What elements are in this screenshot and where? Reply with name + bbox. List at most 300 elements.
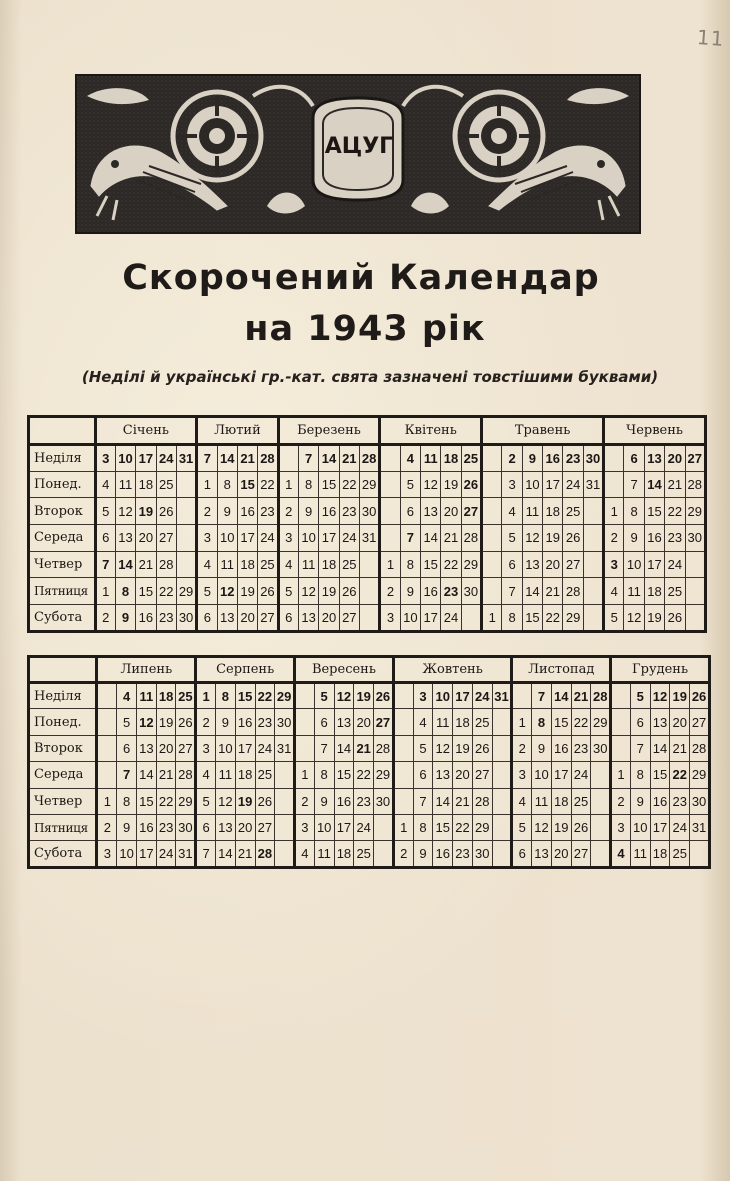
- date-cell: 11: [630, 841, 650, 867]
- date-cell: 9: [522, 445, 542, 472]
- date-cell: 15: [136, 578, 156, 605]
- date-cell: 28: [156, 551, 176, 578]
- date-cell: 4: [278, 551, 298, 578]
- date-cell: 3: [611, 814, 631, 840]
- date-cell: 24: [156, 841, 176, 867]
- weekday-row: [29, 471, 706, 498]
- month-name: Вересень: [295, 657, 394, 683]
- date-cell: 21: [441, 525, 461, 552]
- date-cell: 21: [136, 551, 156, 578]
- date-cell: 1: [278, 471, 298, 498]
- weekday-name: Пятниця: [29, 578, 96, 605]
- date-cell: 17: [319, 525, 339, 552]
- date-cell: 14: [644, 471, 664, 498]
- empty-cell: [591, 788, 611, 814]
- date-cell: 3: [604, 551, 624, 578]
- date-cell: 13: [216, 814, 236, 840]
- date-cell: 17: [650, 814, 670, 840]
- date-cell: 22: [441, 551, 461, 578]
- date-cell: 10: [217, 525, 237, 552]
- date-cell: 24: [472, 683, 492, 709]
- month-name: Грудень: [611, 657, 710, 683]
- month-header-row: [29, 417, 706, 445]
- date-cell: 6: [95, 525, 115, 552]
- date-cell: 16: [543, 445, 563, 472]
- empty-cell: [380, 445, 400, 472]
- date-cell: 9: [216, 709, 236, 735]
- date-cell: 8: [314, 762, 334, 788]
- date-cell: 17: [136, 841, 156, 867]
- empty-cell: [359, 605, 379, 632]
- date-cell: 24: [665, 551, 685, 578]
- date-cell: 15: [650, 762, 670, 788]
- empty-cell: [482, 578, 502, 605]
- date-cell: 9: [413, 841, 433, 867]
- date-cell: 10: [216, 735, 236, 761]
- date-cell: 27: [571, 841, 591, 867]
- date-cell: 30: [359, 498, 379, 525]
- date-cell: 11: [115, 471, 135, 498]
- date-cell: 22: [665, 498, 685, 525]
- date-cell: 19: [354, 683, 374, 709]
- date-cell: 15: [433, 814, 453, 840]
- date-cell: 24: [156, 445, 176, 472]
- date-cell: 27: [176, 735, 196, 761]
- date-cell: 3: [278, 525, 298, 552]
- date-cell: 24: [563, 471, 583, 498]
- weekday-name: Субота: [29, 841, 97, 867]
- weekday-row: [29, 762, 710, 788]
- date-cell: 24: [255, 735, 275, 761]
- date-cell: 25: [563, 498, 583, 525]
- date-cell: 29: [461, 551, 481, 578]
- date-cell: 4: [502, 498, 522, 525]
- date-cell: 18: [237, 551, 257, 578]
- date-cell: 12: [624, 605, 644, 632]
- weekday-name: Четвер: [29, 788, 97, 814]
- date-cell: 12: [216, 788, 236, 814]
- empty-cell: [583, 605, 603, 632]
- date-cell: 13: [421, 498, 441, 525]
- date-cell: 8: [117, 788, 137, 814]
- date-cell: 15: [319, 471, 339, 498]
- date-cell: 16: [650, 788, 670, 814]
- date-cell: 17: [136, 445, 156, 472]
- date-cell: 20: [237, 605, 257, 632]
- empty-cell: [482, 471, 502, 498]
- date-cell: 17: [551, 762, 571, 788]
- date-cell: 19: [644, 605, 664, 632]
- date-cell: 25: [176, 683, 196, 709]
- date-cell: 5: [314, 683, 334, 709]
- date-cell: 28: [472, 788, 492, 814]
- date-cell: 15: [237, 471, 257, 498]
- date-cell: 21: [670, 735, 690, 761]
- date-cell: 6: [400, 498, 420, 525]
- weekday-row: [29, 735, 710, 761]
- empty-cell: [275, 814, 295, 840]
- empty-cell: [583, 578, 603, 605]
- date-cell: 11: [136, 683, 156, 709]
- date-cell: 22: [543, 605, 563, 632]
- date-cell: 26: [176, 709, 196, 735]
- date-cell: 18: [644, 578, 664, 605]
- empty-cell: [295, 735, 315, 761]
- date-cell: 8: [216, 683, 236, 709]
- empty-cell: [176, 551, 196, 578]
- weekday-name: Неділя: [29, 683, 97, 709]
- date-cell: 30: [374, 788, 394, 814]
- weekday-row: [29, 445, 706, 472]
- date-cell: 3: [512, 762, 532, 788]
- date-cell: 6: [117, 735, 137, 761]
- date-cell: 28: [461, 525, 481, 552]
- date-cell: 25: [665, 578, 685, 605]
- date-cell: 26: [472, 735, 492, 761]
- date-cell: 5: [400, 471, 420, 498]
- weekday-row: [29, 605, 706, 632]
- date-cell: 18: [156, 683, 176, 709]
- month-name: Червень: [604, 417, 706, 445]
- date-cell: 16: [319, 498, 339, 525]
- weekday-row: [29, 814, 710, 840]
- page-title: Скорочений Календар: [122, 258, 600, 298]
- weekday-name: Понед.: [29, 709, 97, 735]
- empty-cell: [583, 525, 603, 552]
- date-cell: 1: [197, 471, 217, 498]
- weekday-name: Второк: [29, 498, 96, 525]
- empty-cell: [604, 445, 624, 472]
- date-cell: 3: [197, 525, 217, 552]
- empty-cell: [492, 709, 512, 735]
- date-cell: 30: [176, 605, 196, 632]
- date-cell: 22: [156, 578, 176, 605]
- empty-cell: [512, 683, 532, 709]
- date-cell: 15: [644, 498, 664, 525]
- page-title-year: на 1943 рік: [244, 309, 486, 349]
- date-cell: 20: [136, 525, 156, 552]
- month-name: Травень: [482, 417, 604, 445]
- date-cell: 26: [563, 525, 583, 552]
- date-cell: 15: [235, 683, 255, 709]
- date-cell: 29: [685, 498, 706, 525]
- date-cell: 1: [604, 498, 624, 525]
- date-cell: 31: [492, 683, 512, 709]
- date-cell: 9: [624, 525, 644, 552]
- date-cell: 23: [258, 498, 278, 525]
- empty-cell: [278, 445, 298, 472]
- date-cell: 20: [441, 498, 461, 525]
- date-cell: 8: [630, 762, 650, 788]
- date-cell: 21: [237, 445, 257, 472]
- date-cell: 24: [441, 605, 461, 632]
- date-cell: 7: [413, 788, 433, 814]
- weekday-name: Второк: [29, 735, 97, 761]
- date-cell: 20: [551, 841, 571, 867]
- date-cell: 15: [421, 551, 441, 578]
- weekday-name: Пятниця: [29, 814, 97, 840]
- date-cell: 29: [176, 788, 196, 814]
- month-name: Лютий: [197, 417, 278, 445]
- date-cell: 27: [472, 762, 492, 788]
- date-cell: 9: [630, 788, 650, 814]
- date-cell: 24: [571, 762, 591, 788]
- date-cell: 10: [298, 525, 318, 552]
- date-cell: 22: [354, 762, 374, 788]
- date-cell: 10: [433, 683, 453, 709]
- date-cell: 28: [591, 683, 611, 709]
- date-cell: 22: [255, 683, 275, 709]
- date-cell: 31: [583, 471, 603, 498]
- empty-cell: [482, 551, 502, 578]
- date-cell: 18: [441, 445, 461, 472]
- date-cell: 28: [258, 445, 278, 472]
- date-cell: 25: [354, 841, 374, 867]
- date-cell: 3: [295, 814, 315, 840]
- date-cell: 28: [685, 471, 706, 498]
- date-cell: 4: [196, 762, 216, 788]
- date-cell: 4: [512, 788, 532, 814]
- page-number: 11: [695, 25, 725, 51]
- date-cell: 7: [532, 683, 552, 709]
- date-cell: 28: [359, 445, 379, 472]
- date-cell: 1: [393, 814, 413, 840]
- date-cell: 26: [258, 578, 278, 605]
- date-cell: 15: [551, 709, 571, 735]
- empty-cell: [690, 841, 710, 867]
- date-cell: 17: [235, 735, 255, 761]
- date-cell: 17: [543, 471, 563, 498]
- empty-cell: [492, 762, 512, 788]
- date-cell: 26: [461, 471, 481, 498]
- date-cell: 25: [258, 551, 278, 578]
- ornamental-banner: [75, 74, 641, 234]
- date-cell: 18: [319, 551, 339, 578]
- weekday-row: [29, 788, 710, 814]
- date-cell: 4: [295, 841, 315, 867]
- date-cell: 14: [433, 788, 453, 814]
- date-cell: 14: [136, 762, 156, 788]
- empty-cell: [685, 578, 706, 605]
- weekday-row: [29, 709, 710, 735]
- date-cell: 25: [571, 788, 591, 814]
- date-cell: 22: [453, 814, 473, 840]
- empty-cell: [97, 735, 117, 761]
- date-cell: 16: [237, 498, 257, 525]
- header-corner: [29, 657, 97, 683]
- empty-cell: [97, 709, 117, 735]
- date-cell: 9: [117, 814, 137, 840]
- date-cell: 18: [650, 841, 670, 867]
- date-cell: 16: [551, 735, 571, 761]
- date-cell: 12: [421, 471, 441, 498]
- date-cell: 10: [400, 605, 420, 632]
- date-cell: 11: [314, 841, 334, 867]
- date-cell: 30: [690, 788, 710, 814]
- date-cell: 11: [433, 709, 453, 735]
- date-cell: 2: [512, 735, 532, 761]
- date-cell: 2: [197, 498, 217, 525]
- date-cell: 19: [237, 578, 257, 605]
- date-cell: 8: [217, 471, 237, 498]
- empty-cell: [583, 498, 603, 525]
- date-cell: 16: [136, 814, 156, 840]
- date-cell: 27: [563, 551, 583, 578]
- date-cell: 7: [95, 551, 115, 578]
- date-cell: 5: [117, 709, 137, 735]
- date-cell: 5: [502, 525, 522, 552]
- date-cell: 26: [339, 578, 359, 605]
- month-name: Серпень: [196, 657, 295, 683]
- empty-cell: [611, 683, 631, 709]
- empty-cell: [176, 498, 196, 525]
- date-cell: 23: [571, 735, 591, 761]
- date-cell: 28: [563, 578, 583, 605]
- empty-cell: [492, 841, 512, 867]
- date-cell: 19: [136, 498, 156, 525]
- weekday-name: Субота: [29, 605, 96, 632]
- date-cell: 18: [551, 788, 571, 814]
- legend-note: (Неділі й українські гр.-кат. свята зазначені товстішими буквами): [81, 368, 659, 386]
- weekday-name: Середа: [29, 525, 96, 552]
- date-cell: 22: [670, 762, 690, 788]
- date-cell: 7: [197, 445, 217, 472]
- empty-cell: [482, 498, 502, 525]
- date-cell: 28: [374, 735, 394, 761]
- date-cell: 6: [196, 814, 216, 840]
- date-cell: 5: [512, 814, 532, 840]
- date-cell: 2: [611, 788, 631, 814]
- header-corner: [29, 417, 96, 445]
- emblem-text: АЦУГ: [324, 134, 394, 159]
- empty-cell: [492, 788, 512, 814]
- empty-cell: [492, 735, 512, 761]
- date-cell: 5: [630, 683, 650, 709]
- date-cell: 6: [512, 841, 532, 867]
- date-cell: 13: [136, 735, 156, 761]
- date-cell: 13: [115, 525, 135, 552]
- month-name: Липень: [97, 657, 196, 683]
- date-cell: 25: [461, 445, 481, 472]
- date-cell: 25: [255, 762, 275, 788]
- date-cell: 4: [197, 551, 217, 578]
- date-cell: 5: [278, 578, 298, 605]
- date-cell: 29: [591, 709, 611, 735]
- date-cell: 7: [624, 471, 644, 498]
- date-cell: 23: [156, 814, 176, 840]
- date-cell: 20: [235, 814, 255, 840]
- date-cell: 14: [319, 445, 339, 472]
- left-rosette-icon: [173, 92, 261, 180]
- date-cell: 1: [97, 788, 117, 814]
- date-cell: 2: [95, 605, 115, 632]
- date-cell: 28: [255, 841, 275, 867]
- date-cell: 13: [650, 709, 670, 735]
- date-cell: 16: [334, 788, 354, 814]
- date-cell: 15: [334, 762, 354, 788]
- date-cell: 8: [298, 471, 318, 498]
- date-cell: 12: [433, 735, 453, 761]
- month-name: Березень: [278, 417, 380, 445]
- date-cell: 29: [176, 578, 196, 605]
- date-cell: 17: [237, 525, 257, 552]
- date-cell: 17: [453, 683, 473, 709]
- date-cell: 1: [611, 762, 631, 788]
- date-cell: 5: [95, 498, 115, 525]
- date-cell: 26: [665, 605, 685, 632]
- date-cell: 4: [400, 445, 420, 472]
- date-cell: 2: [97, 814, 117, 840]
- empty-cell: [275, 788, 295, 814]
- date-cell: 8: [413, 814, 433, 840]
- date-cell: 29: [690, 762, 710, 788]
- date-cell: 12: [532, 814, 552, 840]
- weekday-row: [29, 841, 710, 867]
- date-cell: 14: [216, 841, 236, 867]
- date-cell: 14: [650, 735, 670, 761]
- date-cell: 11: [532, 788, 552, 814]
- date-cell: 30: [583, 445, 603, 472]
- date-cell: 18: [136, 471, 156, 498]
- empty-cell: [97, 683, 117, 709]
- date-cell: 20: [453, 762, 473, 788]
- date-cell: 9: [314, 788, 334, 814]
- date-cell: 3: [95, 445, 115, 472]
- date-cell: 23: [563, 445, 583, 472]
- right-rosette-icon: [455, 92, 543, 180]
- date-cell: 6: [630, 709, 650, 735]
- date-cell: 23: [665, 525, 685, 552]
- date-cell: 9: [115, 605, 135, 632]
- empty-cell: [359, 551, 379, 578]
- date-cell: 31: [275, 735, 295, 761]
- date-cell: 23: [156, 605, 176, 632]
- empty-cell: [461, 605, 481, 632]
- date-cell: 17: [334, 814, 354, 840]
- date-cell: 21: [453, 788, 473, 814]
- date-cell: 26: [156, 498, 176, 525]
- date-cell: 30: [685, 525, 706, 552]
- date-cell: 5: [413, 735, 433, 761]
- date-cell: 14: [522, 578, 542, 605]
- date-cell: 13: [217, 605, 237, 632]
- date-cell: 21: [543, 578, 563, 605]
- empty-cell: [176, 471, 196, 498]
- date-cell: 8: [502, 605, 522, 632]
- date-cell: 1: [512, 709, 532, 735]
- date-cell: 27: [339, 605, 359, 632]
- date-cell: 16: [433, 841, 453, 867]
- date-cell: 2: [295, 788, 315, 814]
- date-cell: 6: [314, 709, 334, 735]
- date-cell: 26: [374, 683, 394, 709]
- empty-cell: [393, 762, 413, 788]
- empty-cell: [685, 605, 706, 632]
- date-cell: 27: [685, 445, 706, 472]
- date-cell: 30: [472, 841, 492, 867]
- date-cell: 23: [339, 498, 359, 525]
- date-cell: 6: [502, 551, 522, 578]
- empty-cell: [359, 578, 379, 605]
- date-cell: 20: [670, 709, 690, 735]
- date-cell: 24: [670, 814, 690, 840]
- date-cell: 7: [400, 525, 420, 552]
- date-cell: 18: [543, 498, 563, 525]
- date-cell: 23: [255, 709, 275, 735]
- date-cell: 31: [690, 814, 710, 840]
- weekday-name: Середа: [29, 762, 97, 788]
- date-cell: 5: [196, 788, 216, 814]
